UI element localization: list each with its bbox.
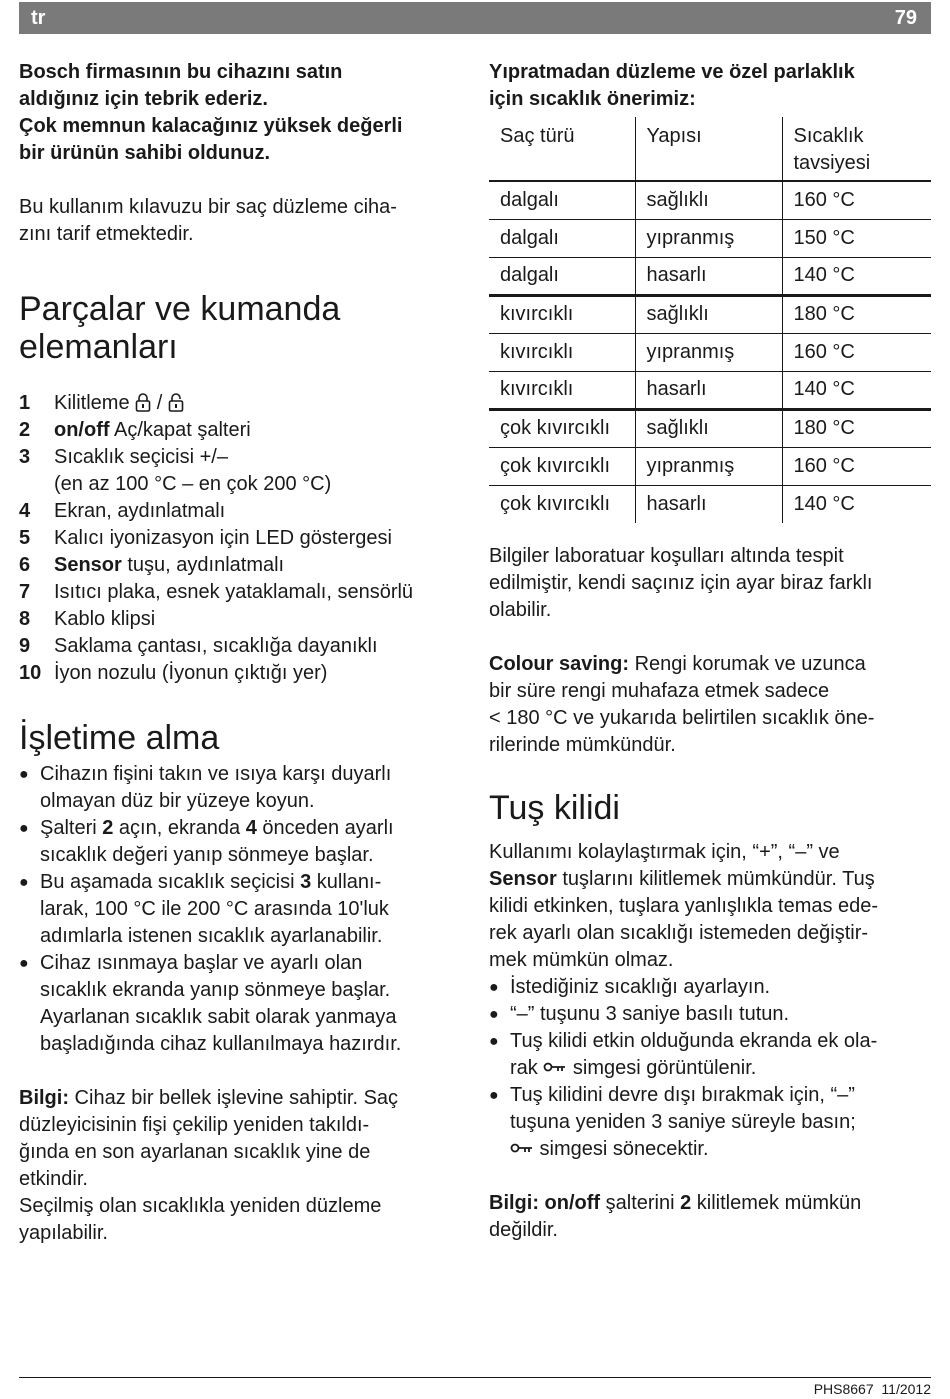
table-row: dalgalı yıpranmış 150 °C (489, 219, 931, 257)
list-item: 1 Kilitleme / (19, 390, 464, 417)
list-item: 4 Ekran, aydınlatmalı (19, 500, 226, 522)
bullet-icon: ● (489, 1087, 499, 1104)
list-item: (en az 100 °C – en çok 200 °C) (54, 473, 332, 495)
table-row: dalgalı hasarlı 140 °C (489, 257, 931, 295)
list-item: ● “–” tuşunu 3 saniye basılı tutun. (489, 1001, 931, 1028)
right-column (489, 59, 931, 1244)
language-code: tr (31, 7, 46, 29)
table-row: kıvırcıklı yıpranmış 160 °C (489, 333, 931, 371)
column-header-hair-type: Saç türü (489, 117, 635, 181)
intro-congrats: Bosch firmasının bu cihazını satın aldığınız için tebrik ederiz. Çok memnun kalacağınız yüksek değerli bir ürünün sahibi oldunuz. (19, 61, 403, 164)
key-icon (510, 1142, 534, 1154)
list-item: 2 on/off Aç/kapat şalteri (19, 419, 251, 441)
table-row: kıvırcıklı sağlıklı 180 °C (489, 295, 931, 333)
usage-list (19, 761, 464, 1058)
temperature-heading: Yıpratmadan düzleme ve özel parlaklık için sıcaklık önerimiz: (489, 61, 855, 110)
list-item: ● Şalteri 2 açın, ekranda 4 önceden ayarlı sıcaklık değeri yanıp sönmeye başlar. (19, 815, 464, 869)
bullet-icon: ● (19, 874, 29, 891)
list-item: ● Cihaz ısınmaya başlar ve ayarlı olan sıcaklık ekranda yanıp sönmeye başlar. Ayarlanan sıcaklık sabit olarak yanmaya başladığında cihaz kullanılmaya hazırdır. (19, 950, 464, 1058)
lock-open-icon (168, 392, 184, 412)
usage-heading: İşletime alma (19, 719, 220, 757)
list-item: 7 Isıtıcı plaka, esnek yataklamalı, sensörlü (19, 581, 414, 603)
memory-note: Bilgi: Cihaz bir bellek işlevine sahiptir. Saç düzleyicisinin fişi çekilip yeniden takıldı- ğında en son ayarlanan sıcaklık yine de etkindir. Seçilmiş olan sıcaklıkla yeniden düzleme yapılabilir. (19, 1087, 399, 1244)
bullet-icon: ● (489, 1006, 499, 1023)
key-lock-steps (489, 974, 931, 1163)
key-lock-heading: Tuş kilidi (489, 789, 620, 827)
lab-note: Bilgiler laboratuar koşulları altında tespit edilmiştir, kendi saçınız için ayar biraz farklı olabilir. (489, 545, 873, 621)
bullet-icon: ● (19, 955, 29, 972)
table-row: kıvırcıklı hasarlı 140 °C (489, 371, 931, 409)
left-column (19, 59, 464, 1247)
parts-list (19, 390, 464, 687)
temperature-table (489, 117, 931, 523)
list-item: ● Bu aşamada sıcaklık seçicisi 3 kullanı- larak, 100 °C ile 200 °C arasında 10'luk adımlarla istenen sıcaklık ayarlanabilir. (19, 869, 464, 950)
key-lock-intro: Kullanımı kolaylaştırmak için, “+”, “–” ve Sensor tuşlarını kilitlemek mümkündür. Tuş kilidi etkinken, tuşlara yanlışlıkla temas ede- rek ayarlı olan sıcaklığı istemeden değiştir- mek mümkün olmaz. (489, 841, 879, 971)
table-row: çok kıvırcıklı yıpranmış 160 °C (489, 447, 931, 485)
intro-description: Bu kullanım kılavuzu bir saç düzleme ciha- zını tarif etmektedir. (19, 196, 397, 245)
list-item: ● Cihazın fişini takın ve ısıya karşı duyarlı olmayan düz bir yüzeye koyun. (19, 761, 464, 815)
list-item: 10 İyon nozulu (İyonun çıktığı yer) (19, 662, 328, 684)
model-number: PHS8667 (813, 1381, 874, 1397)
bullet-icon: ● (19, 766, 29, 783)
list-item: 6 Sensor tuşu, aydınlatmalı (19, 554, 285, 576)
lock-closed-icon (135, 392, 151, 412)
footer-divider (19, 1377, 931, 1378)
parts-heading: Parçalar ve kumanda elemanları (19, 290, 341, 366)
column-header-temperature: Sıcaklık tavsiyesi (793, 125, 871, 174)
page-number: 79 (894, 7, 917, 29)
table-row: çok kıvırcıklı sağlıklı 180 °C (489, 409, 931, 447)
bullet-icon: ● (489, 1033, 499, 1050)
list-item: ● Tuş kilidini devre dışı bırakmak için, “–” tuşuna yeniden 3 saniye süreyle basın; simgesi sönecektir. (489, 1082, 931, 1163)
print-date: 11/2012 (881, 1381, 931, 1397)
table-row: çok kıvırcıklı hasarlı 140 °C (489, 485, 931, 523)
list-item: 8 Kablo klipsi (19, 608, 156, 630)
list-item: 5 Kalıcı iyonizasyon için LED göstergesi (19, 527, 392, 549)
list-item: ● Tuş kilidi etkin olduğunda ekranda ek ola- rak simgesi görüntülenir. (489, 1028, 931, 1082)
column-header-structure: Yapısı (635, 117, 782, 181)
key-icon (543, 1061, 567, 1073)
list-item: 9 Saklama çantası, sıcaklığa dayanıklı (19, 635, 378, 657)
colour-saving-note: Colour saving: Rengi korumak ve uzunca bir süre rengi muhafaza etmek sadece < 180 °C ve yukarıda belirtilen sıcaklık öne- rilerinde mümkündür. (489, 653, 875, 756)
on-off-note: Bilgi: on/off şalterini 2 kilitlemek mümkün değildir. (489, 1192, 862, 1241)
bullet-icon: ● (489, 979, 499, 996)
table-row: dalgalı sağlıklı 160 °C (489, 181, 931, 219)
footer (814, 1381, 931, 1397)
page-header-bar (19, 2, 931, 34)
list-item: 3 Sıcaklık seçicisi +/– (19, 446, 228, 468)
table-header-row (489, 117, 931, 181)
list-item: ● İstediğiniz sıcaklığı ayarlayın. (489, 974, 931, 1001)
bullet-icon: ● (19, 820, 29, 837)
